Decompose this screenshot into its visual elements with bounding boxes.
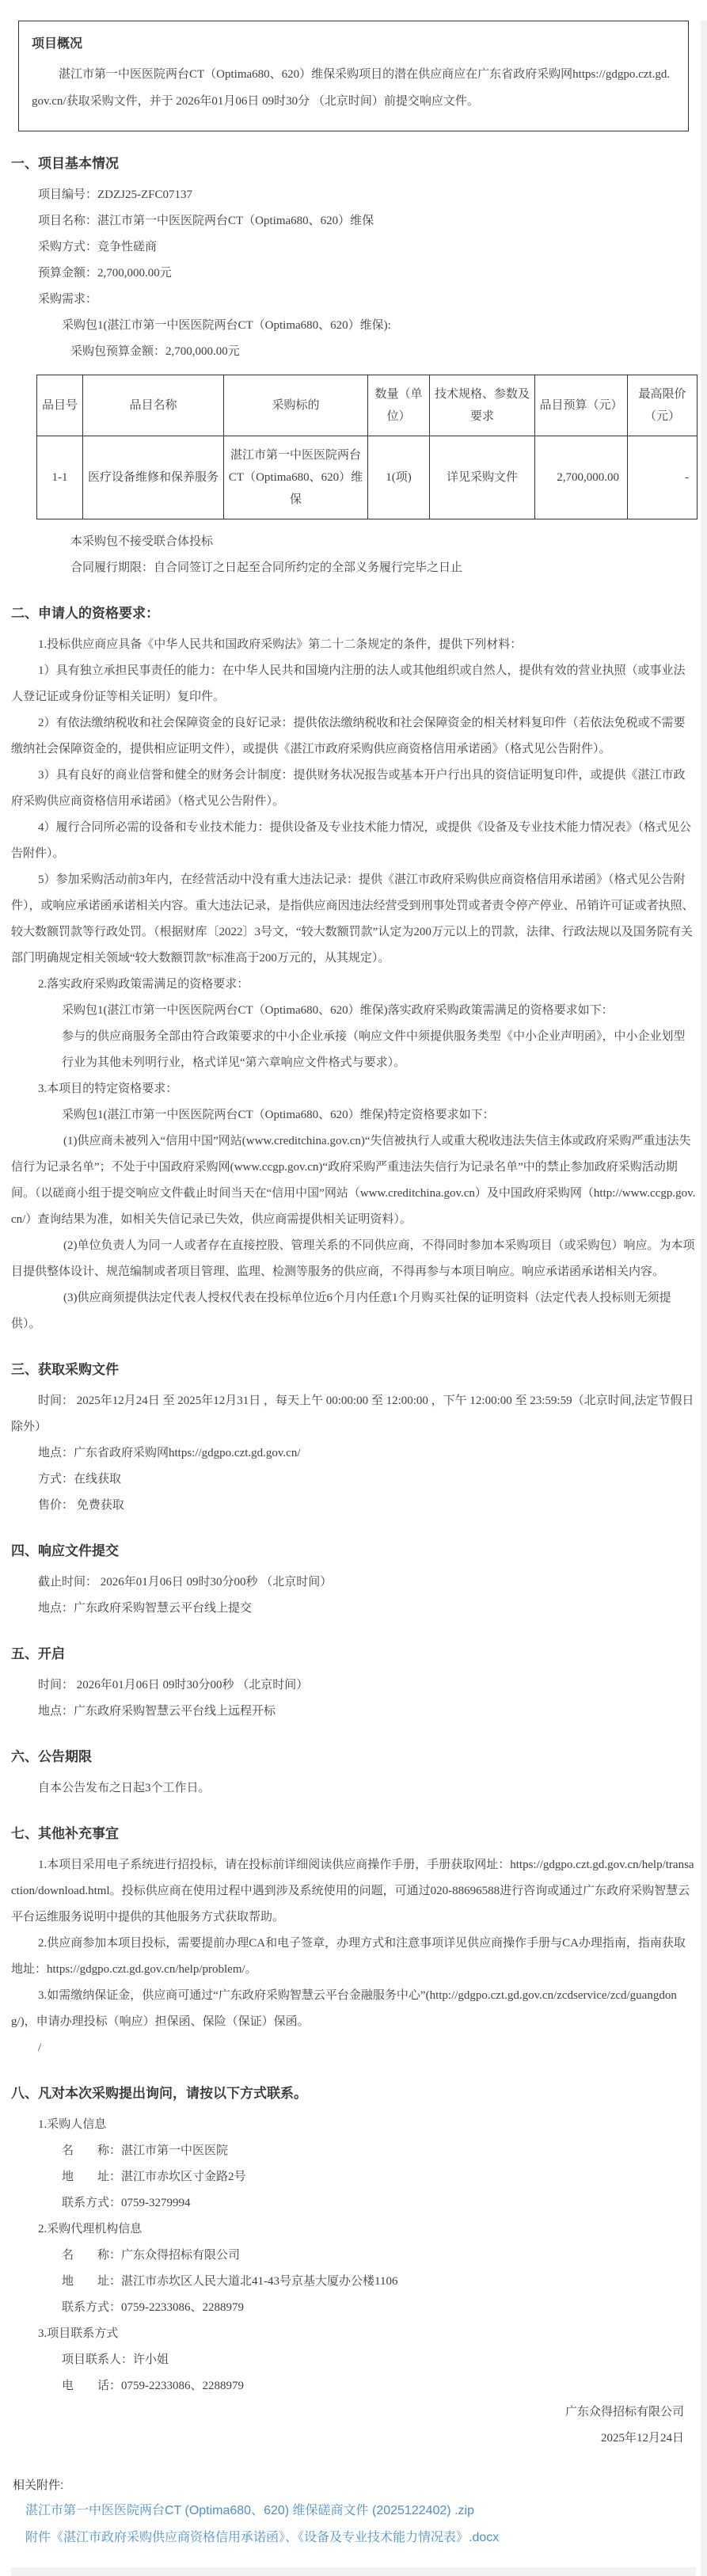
cell-subject: 湛江市第一中医医院两台CT（Optima680、620）维保 [224, 436, 368, 519]
other-p3: 3.如需缴纳保证金，供应商可通过“广东政府采购智慧云平台金融服务中心”(http://gdgpo.czt.gd.gov.cn/zcdservice/zcd/guangdong/)，申请办理投标（响应）担保函、保险（保证）保函。 [11, 1989, 677, 2028]
notice-period-body: 自本公告发布之日起3个工作日。 [38, 1782, 211, 1794]
signature-block [11, 2399, 696, 2452]
qualification-p3-3: (3)供应商须提供法定代表人授权代表在投标单位近6个月内任意1个月购买社保的证明资料（法定代表人投标则无须提供）。 [11, 1292, 671, 1330]
signature-date: 2025年12月24日 [600, 2432, 684, 2445]
announcement-page [0, 21, 707, 2576]
qualification-p2-2: 参与的供应商服务全部由符合政策要求的中小企业承接（响应文件中须提供服务类型《中小企业声明函》，中小企业划型行业为其他未列明行业，格式详见“第六章响应文件格式与要求）。 [62, 1030, 686, 1069]
submit-deadline: 截止时间： 2026年01月06日 09时30分00秒 （北京时间） [38, 1576, 333, 1589]
cell-item-no: 1-1 [37, 436, 83, 519]
project-name: 项目名称：湛江市第一中医医院两台CT（Optima680、620）维保 [38, 215, 374, 227]
attachment-link-credit-letter-docx[interactable]: 附件《湛江市政府采购供应商资格信用承诺函》、《设备及专业技术能力情况表》.docx [25, 2531, 500, 2544]
cell-item-name: 医疗设备维修和保养服务 [83, 436, 224, 519]
section-heading-opening: 五、开启 [11, 1646, 65, 1661]
qualification-p1-1: 1）具有独立承担民事责任的能力：在中华人民共和国境内注册的法人或其他组织或自然人，提供有效的营业执照（或事业法人登记证或身份证等相关证明）复印件。 [11, 664, 686, 703]
other-p1: 1.本项目采用电子系统进行招投标，请在投标前详细阅读供应商操作手册，手册获取网址：https://gdgpo.czt.gd.gov.cn/help/transaction/download.html。投标供应商在使用过程中遇到涉及系统使用的问题，可通过020-88696588进行咨询或通过广东政府采购智慧云平台运维服务说明中提供的其他服务方式获取帮助。 [11, 1859, 694, 1923]
project-number: 项目编号：ZDZJ25-ZFC07137 [38, 188, 193, 201]
section-heading-submit-response: 四、响应文件提交 [11, 1543, 119, 1558]
col-header-item-name: 品目名称 [83, 375, 224, 436]
procurement-method: 采购方式：竞争性磋商 [38, 241, 158, 253]
col-header-quantity: 数量（单位） [368, 375, 430, 436]
col-header-item-budget: 品目预算（元） [535, 375, 628, 436]
obtain-price: 售价： 免费获取 [38, 1499, 124, 1512]
agency-telephone: 联系方式：0759-2233086、2288979 [62, 2301, 244, 2314]
qualification-p1-4: 4）履行合同所必需的设备和专业技术能力：提供设备及专业技术能力情况，或提供《设备及专业技术能力情况表》（格式见公告附件）。 [11, 821, 692, 860]
qualification-p1-3: 3）具有良好的商业信誉和健全的财务会计制度：提供财务状况报告或基本开户行出具的资信证明复印件，或提供《湛江市政府采购供应商资格信用承诺函》（格式见公告附件）。 [11, 769, 686, 808]
project-contact-telephone: 电 话：0759-2233086、2288979 [62, 2380, 244, 2392]
obtain-method: 方式：在线获取 [38, 1473, 122, 1486]
overview-body: 湛江市第一中医医院两台CT（Optima680、620）维保采购项目的潜在供应商应在广东省政府采购网https://gdgpo.czt.gd.gov.cn/获取采购文件，并于 2026年01月06日 09时30分 （北京时间）前提交响应文件。 [32, 68, 671, 108]
project-contact-title: 3.项目联系方式 [38, 2327, 119, 2340]
qualification-p1-5: 5）参加采购活动前3年内，在经营活动中没有重大违法记录：提供《湛江市政府采购供应商资格信用承诺函》（格式见公告附件），或响应承诺函承诺相关内容。重大违法记录，是指供应商因违法经营受到刑事处罚或者责令停产停业、吊销许可证或者执照、较大数额罚款等行政处罚。（根据财库〔2022〕3号文，“较大数额罚款”认定为200万元以上的罚款，法律、行政法规以及国务院有关部门明确规定相关领域“较大数额罚款”标准高于200万元的，从其规定）。 [11, 873, 694, 965]
agency-info-title: 2.采购代理机构信息 [38, 2223, 143, 2235]
obtain-time: 时间： 2025年12月24日 至 2025年12月31日 ，每天上午 00:00:00 至 12:00:00 ，下午 12:00:00 至 23:59:59（北京时间,法定节假日除外） [11, 1395, 694, 1433]
qualification-p1-2: 2）有依法缴纳税收和社会保障资金的良好记录：提供依法缴纳税收和社会保障资金的相关材料复印件（若依法免税或不需要缴纳社会保障资金的，提供相应证明文件），或提供《湛江市政府采购供应商资格信用承诺函》（格式见公告附件）。 [11, 717, 686, 755]
agency-name: 名 称：广东众得招标有限公司 [62, 2249, 241, 2262]
package-line: 采购包1(湛江市第一中医医院两台CT（Optima680、620）维保): [62, 319, 391, 332]
other-p4: / [38, 2041, 42, 2054]
col-header-max-price: 最高限价（元） [628, 375, 697, 436]
section-heading-other-matters: 七、其他补充事宜 [11, 1826, 119, 1841]
other-p2: 2.供应商参加本项目投标，需要提前办理CA和电子签章，办理方式和注意事项详见供应商操作手册与CA办理指南，指南获取地址：https://gdgpo.czt.gd.gov.cn/help/problem/。 [11, 1937, 686, 1976]
qualification-p3-0: 采购包1(湛江市第一中医医院两台CT（Optima680、620）维保)特定资格要求如下： [62, 1109, 495, 1121]
signature-company: 广东众得招标有限公司 [564, 2406, 684, 2418]
items-table [36, 375, 697, 519]
section-heading-obtain-documents: 三、获取采购文件 [11, 1362, 119, 1377]
qualification-p1: 1.投标供应商应具备《中华人民共和国政府采购法》第二十二条规定的条件，提供下列材料： [38, 638, 523, 651]
qualification-p2: 2.落实政府采购政策需满足的资格要求： [38, 978, 249, 991]
qualification-p3-2: (2)单位负责人为同一人或者存在直接控股、管理关系的不同供应商，不得同时参加本采购项目（或采购包）响应。为本项目提供整体设计、规范编制或者项目管理、监理、检测等服务的供应商，不得再参与本项目响应。响应承诺函承诺相关内容。 [11, 1239, 695, 1278]
items-table-header-row [37, 375, 697, 436]
package-budget-line: 采购包预算金额：2,700,000.00元 [70, 345, 240, 358]
obtain-place: 地点：广东省政府采购网https://gdgpo.czt.gd.gov.cn/ [38, 1447, 301, 1459]
col-header-subject: 采购标的 [224, 375, 368, 436]
opening-time: 时间： 2026年01月06日 09时30分00秒 （北京时间） [38, 1679, 309, 1691]
agency-address: 地 址：湛江市赤坎区人民大道北41-43号京基大厦办公楼1106 [62, 2275, 398, 2288]
contract-period: 合同履行期限：自合同签订之日起至合同所约定的全部义务履行完毕之日止 [70, 561, 463, 574]
col-header-tech-spec: 技术规格、参数及要求 [430, 375, 535, 436]
attachments-label: 相关附件: [13, 2479, 64, 2492]
buyer-name: 名 称：湛江市第一中医医院 [62, 2144, 229, 2157]
qualification-p2-1: 采购包1(湛江市第一中医医院两台CT（Optima680、620）维保)落实政府采购政策需满足的资格要求如下： [62, 1004, 614, 1017]
col-header-item-no: 品目号 [37, 375, 83, 436]
section-heading-notice-period: 六、公告期限 [11, 1749, 92, 1764]
submit-place: 地点：广东政府采购智慧云平台线上提交 [38, 1602, 253, 1615]
related-attachments [11, 2474, 696, 2551]
budget-amount: 预算金额：2,700,000.00元 [38, 267, 172, 280]
opening-place: 地点：广东政府采购智慧云平台线上远程开标 [38, 1705, 276, 1718]
cell-item-budget: 2,700,000.00 [535, 436, 628, 519]
section-heading-qualification: 二、申请人的资格要求： [11, 606, 159, 621]
cell-max-price: - [628, 436, 697, 519]
page-footer-strip [11, 2567, 696, 2576]
attachment-link-consultation-file-zip[interactable]: 湛江市第一中医医院两台CT (Optima680、620) 维保磋商文件 (2025122402) .zip [25, 2504, 474, 2517]
project-contact-person: 项目联系人：许小姐 [62, 2353, 169, 2366]
project-overview-box [18, 21, 689, 131]
qualification-p3-1: (1)供应商未被列入“信用中国”网站(www.creditchina.gov.cn)“失信被执行人或重大税收违法失信主体或政府采购严重违法失信行为记录名单”；不处于中国政府采购网(www.ccgp.gov.cn)“政府采购严重违法失信行为记录名单”中的禁止参加政府采购活动期间。（以磋商小组于提交响应文件截止时间当天在“信用中国”网站（www.creditchina.gov.cn）及中国政府采购网（http://www.ccgp.gov.cn/）查询结果为准，如相关失信记录已失效，供应商需提供相关证明资料）。 [11, 1135, 696, 1226]
demand-label: 采购需求： [38, 293, 98, 306]
table-row [37, 436, 697, 519]
buyer-info-title: 1.采购人信息 [38, 2118, 107, 2131]
cell-tech-spec: 详见采购文件 [430, 436, 535, 519]
no-consortium-note: 本采购包不接受联合体投标 [70, 535, 214, 548]
section-heading-contact: 八、凡对本次采购提出询问，请按以下方式联系。 [11, 2086, 307, 2101]
overview-title: 项目概况 [32, 37, 83, 51]
section-heading-basic-info: 一、项目基本情况 [11, 156, 119, 171]
scrollbar[interactable] [701, 21, 707, 2576]
buyer-address: 地 址：湛江市赤坎区寸金路2号 [62, 2171, 246, 2183]
cell-quantity: 1(项) [368, 436, 430, 519]
buyer-telephone: 联系方式：0759-3279994 [62, 2197, 191, 2209]
qualification-p3: 3.本项目的特定资格要求： [38, 1083, 178, 1095]
